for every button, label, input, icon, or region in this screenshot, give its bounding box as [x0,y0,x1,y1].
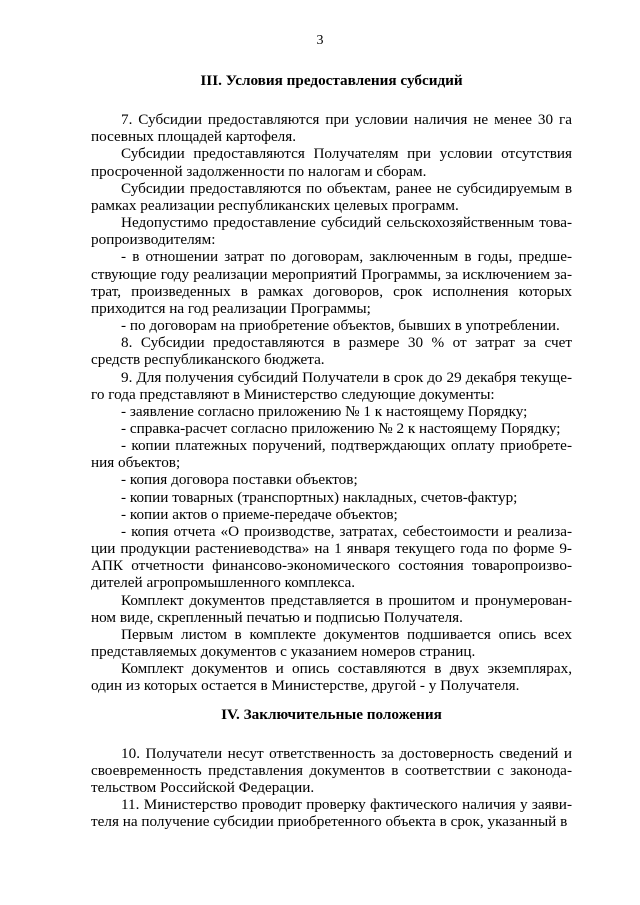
list-item: - копии актов о приеме-передаче объектов; [121,505,398,523]
list-item: - копия договора поставки объектов; [121,471,358,489]
list-item: - справка-расчет согласно приложению № 2 к настоящему Порядку; [121,419,561,437]
list-item: - копии товарных (транспортных) накладных, счетов-фактур; [121,488,518,506]
paragraph: Первым листом в комплекте документов подшивается опись всех представляемых документов с указанием номеров страниц. [91,625,572,660]
section-3-heading: III. Условия предоставления субсидий [200,72,463,89]
paragraph: 7. Субсидии предоставляются при условии наличия не менее 30 га посевных площадей картофеля. [91,111,572,146]
paragraph: 11. Министерство проводит проверку фактического наличия у заявителя на получение субсидии приобретенного объекта в срок, указанный в [91,796,572,831]
list-item: - копия отчета «О производстве, затратах, себестоимости и реализации продукции растениеводства» на 1 января текущего года по форме 9-АПК отчетности финансово-экономического состояния товаропроизводителей агропромышленного комплекса. [91,522,572,592]
paragraph: 8. Субсидии предоставляются в размере 30 % от затрат за счет средств республиканского бюджета. [91,334,572,369]
paragraph: 10. Получатели несут ответственность за достоверность сведений и своевременность представления документов в соответствии с законодательством Российской Федерации. [91,744,572,796]
list-item: - заявление согласно приложению № 1 к настоящему Порядку; [121,402,528,420]
paragraph: Недопустимо предоставление субсидий сельскохозяйственным товаропроизводителям: [91,214,572,249]
paragraph: 9. Для получения субсидий Получатели в срок до 29 декабря текущего года представляют в Министерство следующие документы: [91,368,572,403]
document-body [91,72,572,830]
page-number: 3 [316,33,324,48]
paragraph: Субсидии предоставляются Получателям при условии отсутствия просроченной задолженности по налогам и сборам. [91,145,572,180]
list-item: - копии платежных поручений, подтверждающих оплату приобретения объектов; [91,437,572,472]
section-4-heading: IV. Заключительные положения [221,706,442,724]
list-item: - в отношении затрат по договорам, заключенным в годы, предшествующие году реализации мероприятий Программы, за исключением затрат, произведенных в рамках договоров, срок исполнения которых приходится на год реализации Программы; [91,248,572,317]
list-item: - по договорам на приобретение объектов, бывших в употреблении. [121,317,560,335]
paragraph: Комплект документов представляется в прошитом и пронумерованном виде, скрепленный печатью и подписью Получателя. [91,591,572,626]
paragraph: Субсидии предоставляются по объектам, ранее не субсидируемым в рамках реализации республиканских целевых программ. [91,179,572,214]
paragraph: Комплект документов и опись составляются в двух экземплярах, один из которых остается в Министерстве, другой - у Получателя. [91,660,572,695]
